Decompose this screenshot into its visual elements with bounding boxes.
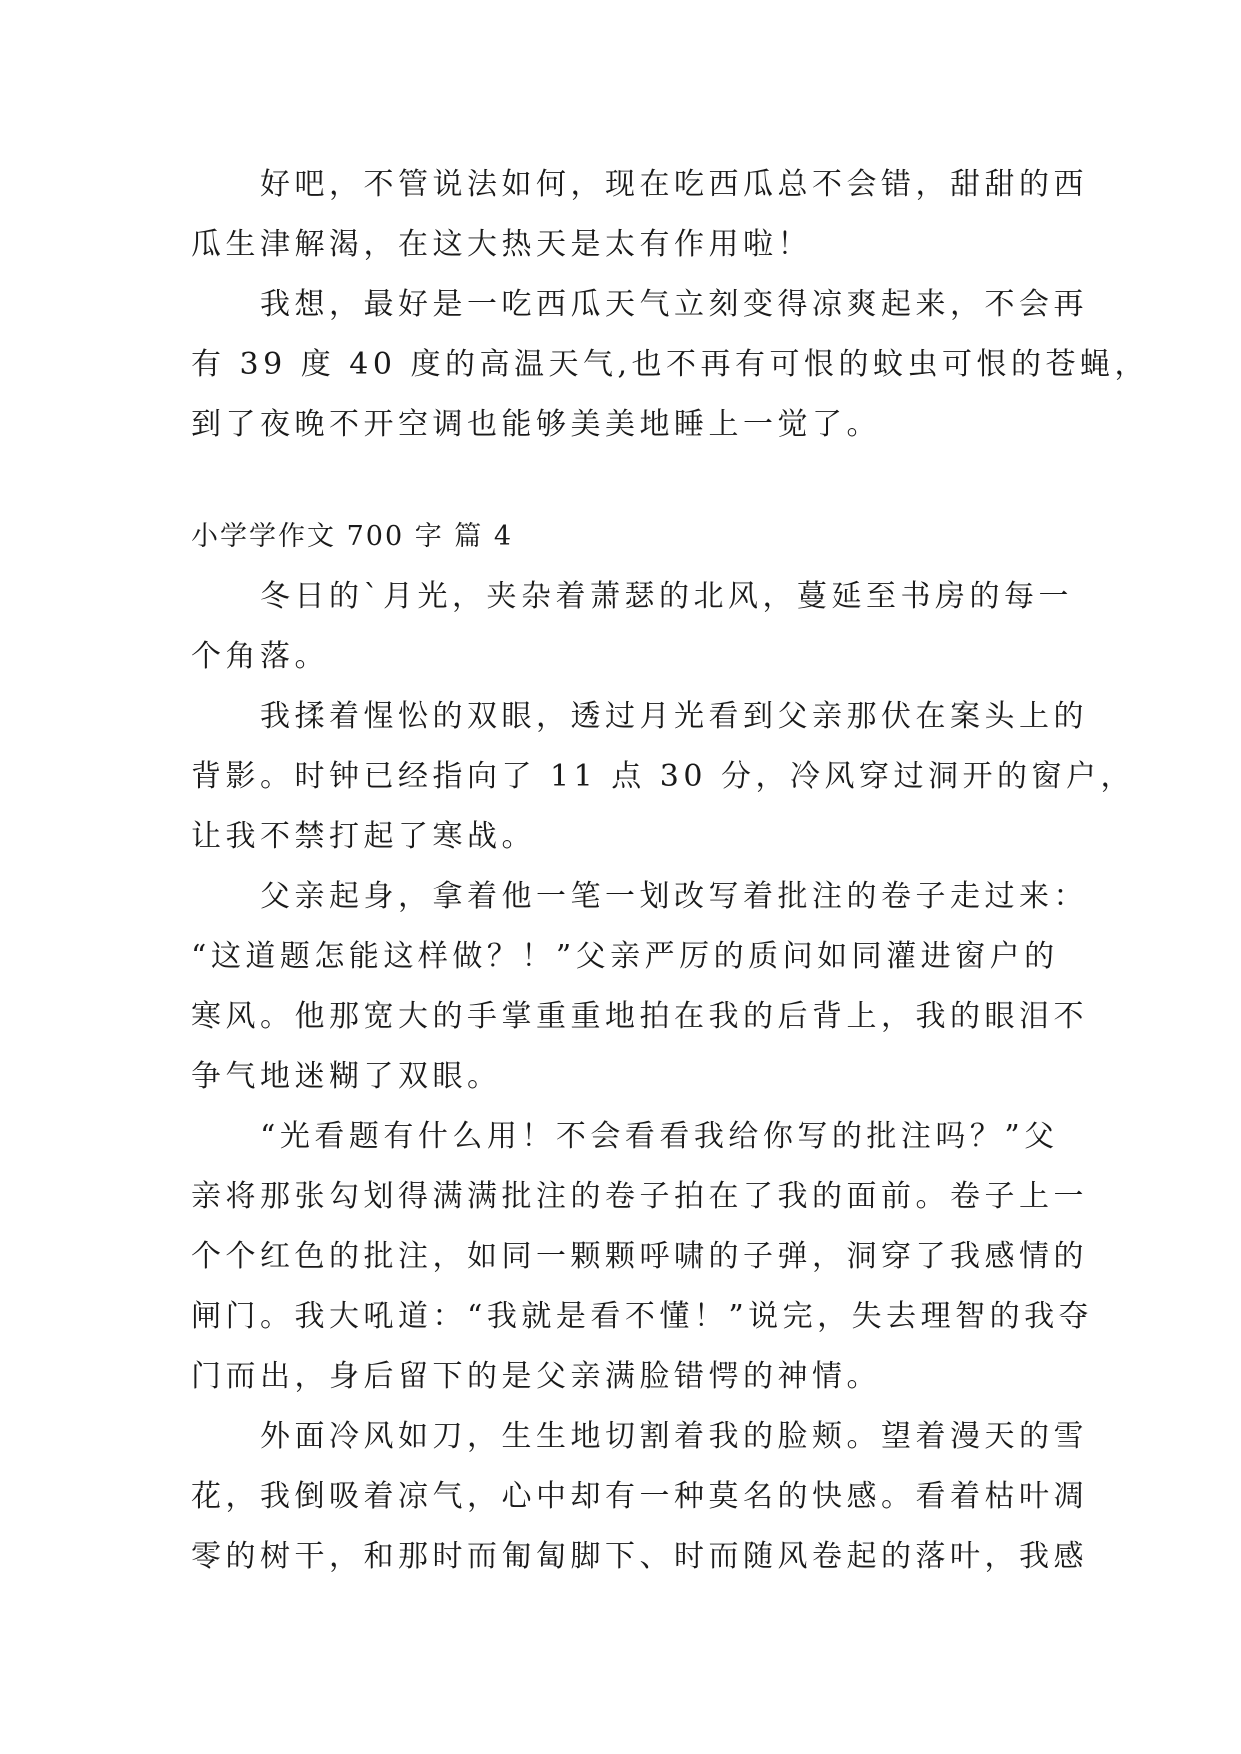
text-line: 花，我倒吸着凉气，心中却有一种莫名的快感。看着枯叶凋: [191, 1479, 1088, 1514]
text-line: 到了夜晚不开空调也能够美美地睡上一觉了。: [191, 407, 881, 442]
text-line: 好吧，不管说法如何，现在吃西瓜总不会错，甜甜的西: [191, 167, 1088, 202]
text-line: 门而出，身后留下的是父亲满脸错愕的神情。: [191, 1359, 881, 1394]
section-text-block: [191, 567, 1135, 1587]
paragraph: [191, 1107, 1094, 1407]
text-line: 让我不禁打起了寒战。: [191, 819, 536, 854]
paragraph: [191, 275, 1150, 455]
paragraph: [191, 155, 1088, 275]
paragraph: [191, 567, 1073, 687]
paragraph: [191, 867, 1088, 1107]
text-line: 寒风。他那宽大的手掌重重地拍在我的后背上，我的眼泪不: [191, 999, 1088, 1034]
paragraph: [191, 1407, 1088, 1587]
text-line: 外面冷风如刀，生生地切割着我的脸颊。望着漫天的雪: [191, 1419, 1088, 1454]
text-line: 个个红色的批注，如同一颗颗呼啸的子弹，洞穿了我感情的: [191, 1239, 1088, 1274]
text-line: 有 39 度 40 度的高温天气,也不再有可恨的蚊虫可恨的苍蝇，: [191, 347, 1150, 382]
text-line: “这道题怎能这样做？！”父亲严厉的质问如同灌进窗户的: [191, 939, 1059, 974]
text-line: “光看题有什么用！不会看看我给你写的批注吗？”父: [191, 1119, 1059, 1154]
text-line: 冬日的`月光，夹杂着萧瑟的北风，蔓延至书房的每一: [191, 579, 1073, 614]
text-line: 背影。时钟已经指向了 11 点 30 分，冷风穿过洞开的窗户，: [191, 759, 1135, 794]
text-line: 瓜生津解渴，在这大热天是太有作用啦！: [191, 227, 812, 262]
text-line: 父亲起身，拿着他一笔一划改写着批注的卷子走过来：: [191, 879, 1088, 914]
intro-text-block: [191, 155, 1150, 455]
text-line: 我想，最好是一吃西瓜天气立刻变得凉爽起来，不会再: [191, 287, 1088, 322]
text-line: 个角落。: [191, 639, 329, 674]
text-line: 争气地迷糊了双眼。: [191, 1059, 502, 1094]
text-line: 零的树干，和那时而匍匐脚下、时而随风卷起的落叶，我感: [191, 1539, 1088, 1574]
section-heading-block: [191, 507, 1061, 567]
text-line: 亲将那张勾划得满满批注的卷子拍在了我的面前。卷子上一: [191, 1179, 1088, 1214]
paragraph: [191, 687, 1135, 867]
text-line: 闸门。我大吼道：“我就是看不懂！”说完，失去理智的我夺: [191, 1299, 1094, 1334]
section-title: 小学学作文 700 字 篇 4: [191, 521, 514, 552]
text-line: 我揉着惺忪的双眼，透过月光看到父亲那伏在案头上的: [191, 699, 1088, 734]
